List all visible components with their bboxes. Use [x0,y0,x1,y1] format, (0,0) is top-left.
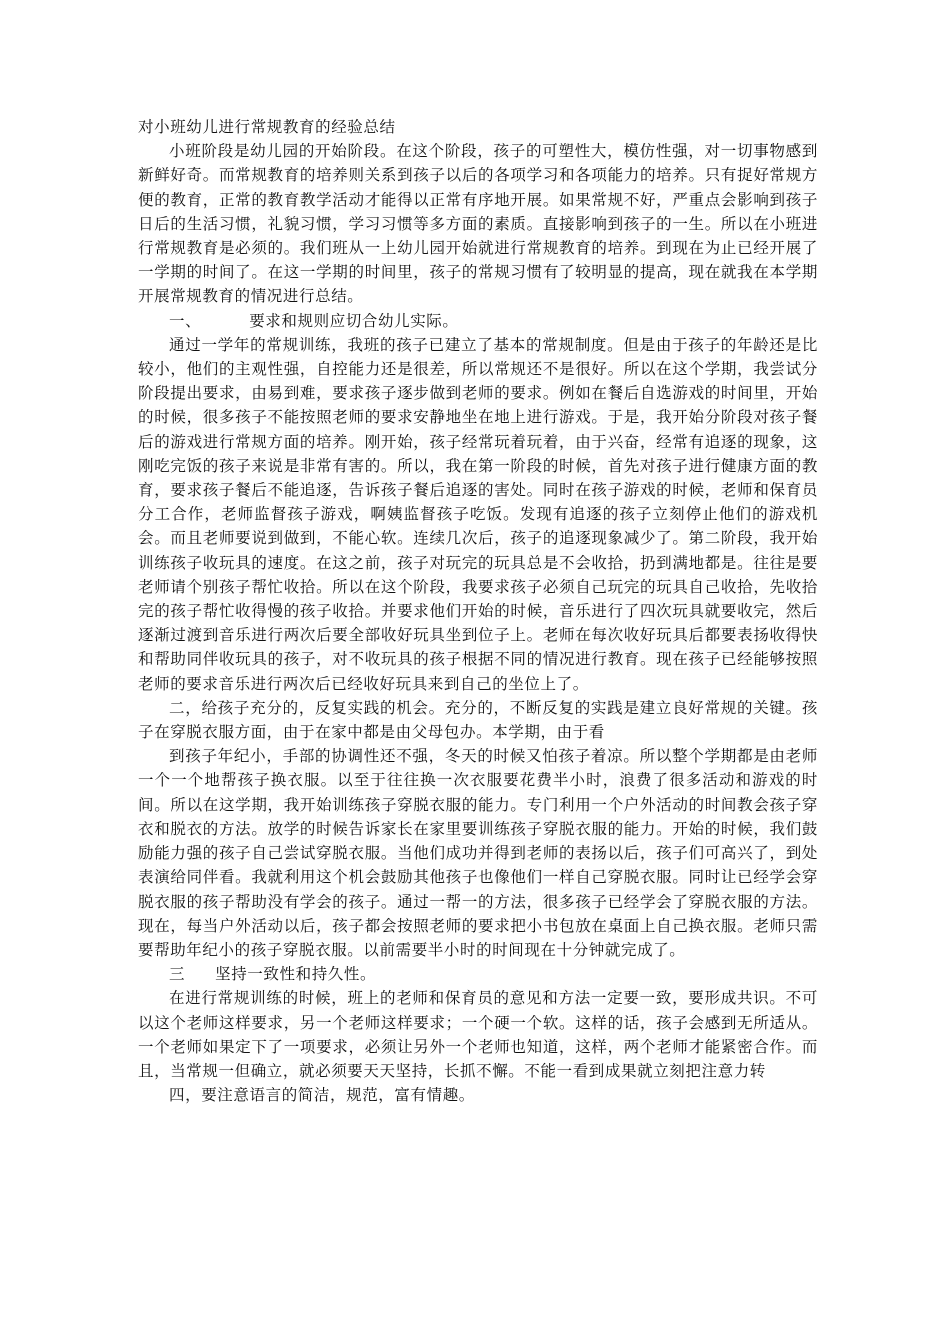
section-1-number: 一、 [169,311,202,330]
document-title: 对小班幼儿进行常规教育的经验总结 [138,118,396,136]
intro-paragraph: 小班阶段是幼儿园的开始阶段。在这个阶段，孩子的可塑性大，模仿性强，对一切事物感到新鲜好奇。而常规教育的培养则关系到孩子以后的各项学习和各项能力的培养。只有捉好常规方便的教育，正常的教育教学活动才能得以正常有序地开展。如果常规不好，严重点会影响到孩子日后的生活习惯，礼貌习惯，学习习惯等多方面的素质。直接影响到孩子的一生。所以在小班进行常规教育是必须的。我们班从一上幼儿园开始就进行常规教育的培养。到现在为止已经开展了一学期的时间了。在这一学期的时间里，孩子的常规习惯有了较明显的提高，现在就我在本学期开展常规教育的情况进行总结。 [138,142,818,306]
document-body [138,115,818,1107]
section-1-title: 要求和规则应切合幼儿实际。 [249,311,459,330]
section-3-title: 坚持一致性和持久性。 [215,965,377,984]
section-2-paragraph: 到孩子年纪小，手部的协调性还不强，冬天的时候又怕孩子着凉。所以整个学期都是由老师一个一个地帮孩子换衣服。以至于往往换一次衣服要花费半小时，浪费了很多活动和游戏的时间。所以在这学期，我开始训练孩子穿脱衣服的能力。专门利用一个户外活动的时间教会孩子穿衣和脱衣的方法。放学的时候告诉家长在家里要训练孩子穿脱衣服的能力。开始的时候，我们鼓励能力强的孩子自己尝试穿脱衣服。当他们成功并得到老师的表扬以后，孩子们可高兴了，到处表演给同伴看。我就利用这个机会鼓励其他孩子也像他们一样自己穿脱衣服。同时让已经学会穿脱衣服的孩子帮助没有学会的孩子。通过一帮一的方法，很多孩子已经学会了穿脱衣服的方法。现在，每当户外活动以后，孩子都会按照老师的要求把小书包放在桌面上自己换衣服。老师只需要帮助年纪小的孩子穿脱衣服。以前需要半小时的时间现在十分钟就完成了。 [138,747,818,959]
section-1-heading [138,309,818,333]
section-2-lead-paragraph: 二，给孩子充分的，反复实践的机会。充分的，不断反复的实践是建立良好常规的关键。孩子在穿脱衣服方面，由于在家中都是由父母包办。本学期，由于看 [138,698,818,742]
section-3-paragraph: 在进行常规训练的时候，班上的老师和保育员的意见和方法一定要一致，要形成共识。不可以这个老师这样要求，另一个老师这样要求；一个硬一个软。这样的话，孩子会感到无所适从。一个老师如果定下了一项要求，必须让另外一个老师也知道，这样，两个老师才能紧密合作。而且，当常规一但确立，就必须要天天坚持，长抓不懈。不能一看到成果就立刻把注意力转 [138,989,818,1080]
section-3-number: 三 [169,965,186,984]
section-1-paragraph: 通过一学年的常规训练，我班的孩子已建立了基本的常规制度。但是由于孩子的年龄还是比较小，他们的主观性强，自控能力还是很差，所以常规还不是很好。所以在这个学期，我尝试分阶段提出要求，由易到难，要求孩子逐步做到老师的要求。例如在餐后自选游戏的时间里，开始的时候，很多孩子不能按照老师的要求安静地坐在地上进行游戏。于是，我开始分阶段对孩子餐后的游戏进行常规方面的培养。刚开始，孩子经常玩着玩着，由于兴奋，经常有追逐的现象，这刚吃完饭的孩子来说是非常有害的。所以，我在第一阶段的时候，首先对孩子进行健康方面的教育，要求孩子餐后不能追逐，告诉孩子餐后追逐的害处。同时在孩子游戏的时候，老师和保育员分工合作，老师监督孩子游戏，啊姨监督孩子吃饭。发现有追逐的孩子立刻停止他们的游戏机会。而且老师要说到做到，不能心软。连续几次后，孩子的追逐现象减少了。第二阶段，我开始训练孩子收玩具的速度。在这之前，孩子对玩完的玩具总是不会收拾，扔到满地都是。往往是要老师请个别孩子帮忙收拾。所以在这个阶段，我要求孩子必须自己玩完的玩具自己收拾，先收拾完的孩子帮忙收得慢的孩子收拾。并要求他们开始的时候，音乐进行了四次玩具就要收完，然后逐渐过渡到音乐进行两次后要全部收好玩具坐到位子上。老师在每次收好玩具后都要表扬收得快和帮助同伴收玩具的孩子，对不收玩具的孩子根据不同的情况进行教育。现在孩子已经能够按照老师的要求音乐进行两次后已经收好玩具来到自己的坐位上了。 [138,335,818,693]
section-4-heading: 四，要注意语言的简洁，规范，富有情趣。 [169,1086,475,1105]
section-3-heading [138,962,818,986]
